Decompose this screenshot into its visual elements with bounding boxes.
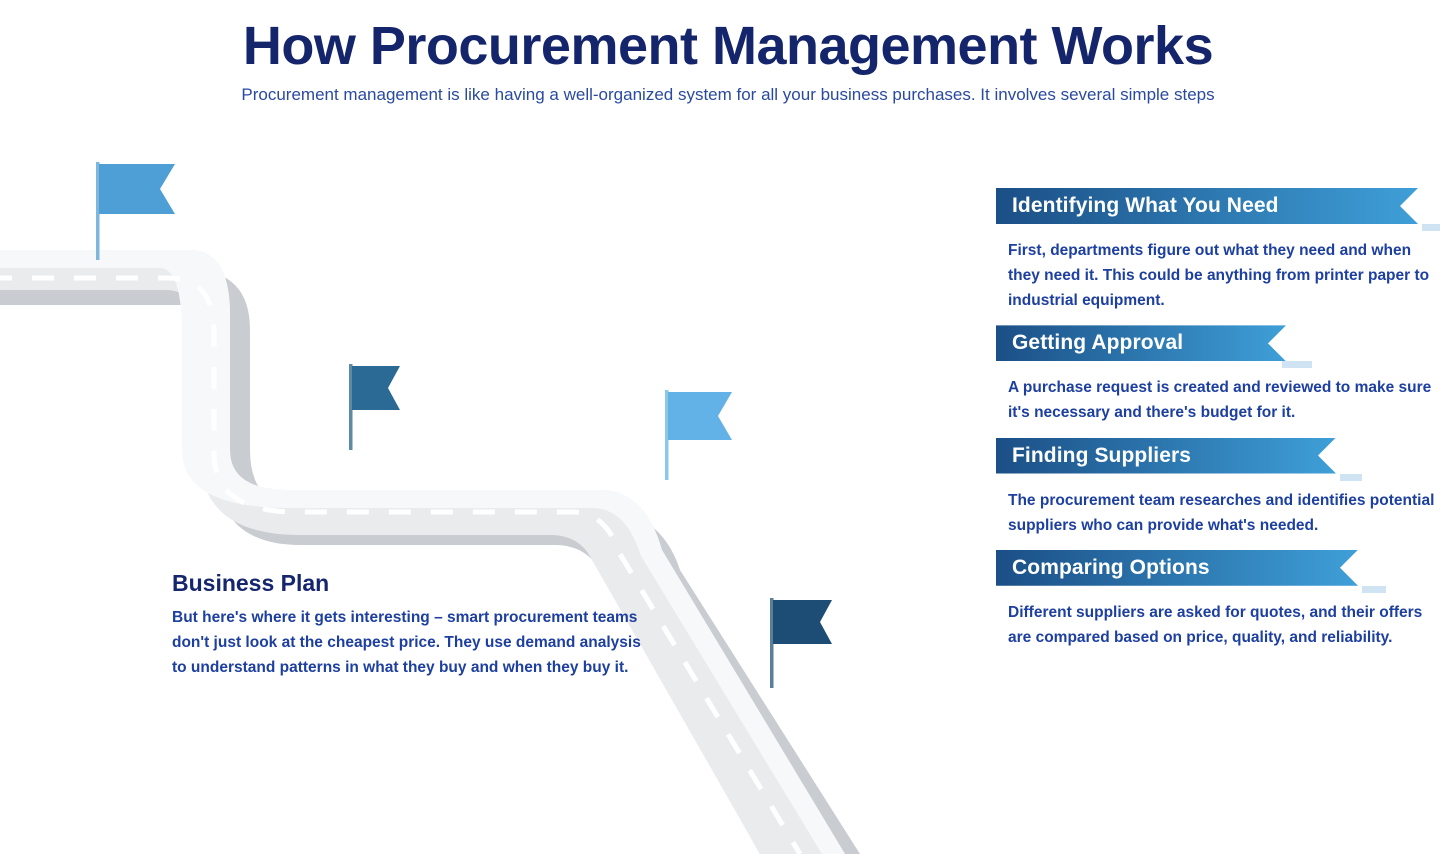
business-plan-text: But here's where it gets interesting – smart procurement teams don't just look at the cheapest price. They use demand analysis to understand patterns in what they buy and when they buy it.	[172, 609, 641, 677]
page-title: How Procurement Management Works	[242, 16, 1214, 76]
road-surface	[0, 250, 845, 854]
step-1-ribbon-tail	[1422, 224, 1440, 231]
business-plan-block	[172, 570, 652, 680]
step-4-label: Comparing Options	[1012, 555, 1210, 579]
road-illustration	[0, 150, 960, 854]
step-comparing-options	[996, 550, 1448, 650]
step-3-ribbon	[996, 438, 1448, 474]
step-3-body: The procurement team researches and identifies potential suppliers who can provide what's needed.	[1008, 491, 1435, 534]
step-4-ribbon-tail	[1362, 586, 1386, 593]
flag-2	[349, 364, 400, 450]
step-3-label: Finding Suppliers	[1012, 443, 1192, 467]
step-2-ribbon	[996, 325, 1448, 361]
step-4-body: Different suppliers are asked for quotes, and their offers are compared based on price, quality, and reliability.	[1008, 603, 1423, 646]
step-1-ribbon	[996, 188, 1448, 224]
step-2-ribbon-tail	[1282, 361, 1312, 368]
step-identifying-what-you-need	[996, 188, 1448, 313]
step-2-body: A purchase request is created and reviewed to make sure it's necessary and there's budget for it.	[1008, 379, 1432, 422]
step-1-label: Identifying What You Need	[1012, 194, 1279, 217]
business-plan-title: Business Plan	[172, 570, 330, 596]
step-getting-approval	[996, 325, 1448, 425]
flag-4	[770, 598, 832, 688]
step-1-body: First, departments figure out what they need and when they need it. This could be anything from printer paper to industrial equipment.	[1008, 242, 1430, 310]
step-4-ribbon	[996, 550, 1448, 586]
header	[0, 18, 1456, 107]
flag-1	[96, 162, 175, 260]
step-2-label: Getting Approval	[1012, 331, 1184, 355]
step-finding-suppliers	[996, 438, 1448, 538]
page-subtitle: Procurement management is like having a well-organized system for all your business purchases. It involves several simple steps	[241, 84, 1215, 104]
steps-list	[996, 188, 1448, 650]
road-svg	[0, 150, 960, 854]
road-center-line	[0, 278, 800, 854]
step-3-ribbon-tail	[1340, 474, 1362, 481]
flag-3	[665, 390, 732, 480]
